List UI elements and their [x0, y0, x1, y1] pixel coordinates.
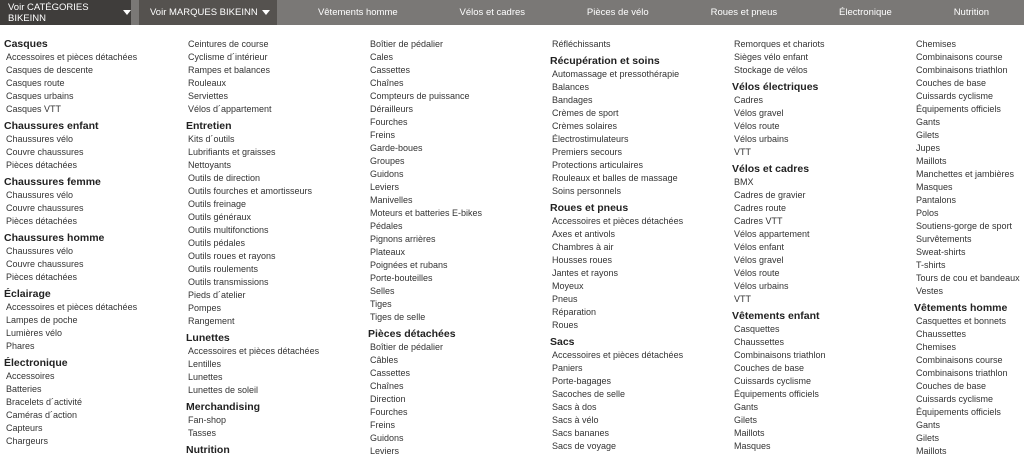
- category-link[interactable]: Jantes et rayons: [552, 268, 619, 278]
- categories-dropdown-label: Voir CATÉGORIES BIKEINN: [8, 1, 89, 24]
- category-link[interactable]: Casques VTT: [6, 104, 62, 114]
- category-link[interactable]: Bandages: [552, 95, 593, 105]
- category-link[interactable]: Jupes: [916, 143, 941, 153]
- category-link[interactable]: Vélos route: [734, 268, 780, 278]
- category-link[interactable]: Automassage et pressothérapie: [552, 69, 680, 79]
- nav-link-vetements-homme[interactable]: Vêtements homme: [317, 7, 398, 18]
- category-link[interactable]: Vélos appartement: [734, 229, 810, 239]
- category-link[interactable]: Gants: [734, 402, 759, 412]
- category-link[interactable]: Freins: [370, 130, 396, 140]
- category-link[interactable]: Outils roues et rayons: [188, 251, 276, 261]
- category-link[interactable]: Balances: [552, 82, 590, 92]
- category-link[interactable]: Maillots: [916, 446, 947, 456]
- category-link[interactable]: Premiers secours: [552, 147, 623, 157]
- category-link[interactable]: Fourches: [370, 117, 408, 127]
- category-heading[interactable]: Chaussures homme: [4, 232, 105, 244]
- category-link[interactable]: Sacs bananes: [552, 428, 610, 438]
- category-link[interactable]: Outils roulements: [188, 264, 259, 274]
- category-link[interactable]: Moyeux: [552, 281, 584, 291]
- category-link[interactable]: Pignons arrières: [370, 234, 436, 244]
- category-link[interactable]: Cassettes: [370, 65, 411, 75]
- categories-dropdown-button[interactable]: [0, 0, 131, 25]
- category-link[interactable]: Outils transmissions: [188, 277, 269, 287]
- category-link[interactable]: Casquettes: [734, 324, 780, 334]
- category-link[interactable]: Garde-boues: [370, 143, 423, 153]
- category-link[interactable]: Paniers: [552, 363, 583, 373]
- category-link[interactable]: Couvre chaussures: [6, 259, 84, 269]
- category-link[interactable]: Couches de base: [916, 381, 987, 391]
- brands-dropdown-label: Voir MARQUES BIKEINN: [150, 7, 258, 18]
- menu-column: [186, 38, 364, 457]
- category-link[interactable]: Manchettes et jambières: [916, 169, 1015, 179]
- category-link[interactable]: Direction: [370, 394, 406, 404]
- category-link[interactable]: Chaussures vélo: [6, 134, 74, 144]
- category-link[interactable]: Lentilles: [188, 359, 222, 369]
- category-link[interactable]: Capteurs: [6, 423, 43, 433]
- category-link[interactable]: Gants: [916, 420, 941, 430]
- category-link[interactable]: Réfléchissants: [552, 39, 611, 49]
- category-heading[interactable]: Vélos et cadres: [732, 163, 810, 175]
- category-link[interactable]: Couvre chaussures: [6, 203, 84, 213]
- category-link[interactable]: Housses roues: [552, 255, 613, 265]
- category-link[interactable]: Cassettes: [370, 368, 411, 378]
- category-heading[interactable]: Pièces détachées: [368, 328, 456, 340]
- nav-link-velos-et-cadres[interactable]: Vélos et cadres: [459, 7, 526, 18]
- category-link[interactable]: Kits d´outils: [188, 134, 235, 144]
- category-link[interactable]: Combinaisons course: [916, 355, 1003, 365]
- category-link[interactable]: Lunettes: [188, 372, 223, 382]
- category-link[interactable]: Rampes et balances: [188, 65, 271, 75]
- category-link[interactable]: Masques: [734, 441, 771, 451]
- category-link[interactable]: Soutiens-gorge de sport: [916, 221, 1013, 231]
- category-link[interactable]: Manivelles: [370, 195, 413, 205]
- category-link[interactable]: Phares: [6, 341, 35, 351]
- caret-down-icon: [262, 10, 270, 15]
- category-heading[interactable]: Chaussures enfant: [4, 120, 99, 132]
- category-link[interactable]: Gilets: [916, 130, 940, 140]
- category-link[interactable]: Moteurs et batteries E-bikes: [370, 208, 483, 218]
- category-link[interactable]: Cuissards cyclisme: [734, 376, 812, 386]
- menu-column: [914, 38, 1024, 458]
- category-link[interactable]: Vélos d´appartement: [188, 104, 272, 114]
- category-link[interactable]: VTT: [734, 294, 751, 304]
- category-links: [277, 0, 1024, 25]
- category-link[interactable]: Groupes: [370, 156, 405, 166]
- category-link[interactable]: Pompes: [188, 303, 222, 313]
- category-link[interactable]: Dérailleurs: [370, 104, 414, 114]
- category-link[interactable]: Boîtier de pédalier: [370, 342, 444, 352]
- category-link[interactable]: Outils multifonctions: [188, 225, 269, 235]
- category-link[interactable]: Accessoires et pièces détachées: [552, 350, 684, 360]
- category-link[interactable]: Lampes de poche: [6, 315, 78, 325]
- category-link[interactable]: Tiges de selle: [370, 312, 426, 322]
- category-link[interactable]: Roues: [552, 320, 579, 330]
- category-link[interactable]: Pieds d´atelier: [188, 290, 246, 300]
- category-link[interactable]: Cuissards cyclisme: [916, 394, 994, 404]
- category-link[interactable]: Selles: [370, 286, 395, 296]
- category-link[interactable]: Lubrifiants et graisses: [188, 147, 276, 157]
- category-link[interactable]: Chemises: [916, 342, 957, 352]
- category-mega-menu: [0, 25, 1024, 466]
- category-link[interactable]: Nettoyants: [188, 160, 232, 170]
- category-link[interactable]: Pièces détachées: [6, 272, 78, 282]
- category-link[interactable]: Lumières vélo: [6, 328, 63, 338]
- category-link[interactable]: Crèmes solaires: [552, 121, 618, 131]
- category-link[interactable]: Sacs à vélo: [552, 415, 599, 425]
- category-link[interactable]: Équipements officiels: [734, 389, 819, 399]
- category-heading[interactable]: Entretien: [186, 120, 232, 132]
- category-link[interactable]: Tasses: [188, 428, 217, 438]
- top-navigation-bar: [0, 0, 1024, 25]
- category-link[interactable]: Cales: [370, 52, 394, 62]
- category-link[interactable]: Casquettes et bonnets: [916, 316, 1007, 326]
- category-link[interactable]: T-shirts: [916, 260, 946, 270]
- menu-column: [550, 38, 728, 453]
- category-link[interactable]: Fan-shop: [188, 415, 227, 425]
- category-link[interactable]: Vélos urbains: [734, 281, 789, 291]
- category-link[interactable]: Combinaisons triathlon: [916, 368, 1008, 378]
- category-link[interactable]: Câbles: [370, 355, 399, 365]
- category-link[interactable]: Guidons: [370, 169, 404, 179]
- category-link[interactable]: Équipements officiels: [916, 104, 1001, 114]
- category-link[interactable]: Serviettes: [188, 91, 229, 101]
- category-link[interactable]: Casques urbains: [6, 91, 74, 101]
- nav-link-nutrition[interactable]: Nutrition: [953, 7, 990, 18]
- category-link[interactable]: Leviers: [370, 182, 400, 192]
- category-heading[interactable]: Roues et pneus: [550, 202, 629, 214]
- category-link[interactable]: Cadres route: [734, 203, 787, 213]
- category-link[interactable]: Freins: [370, 420, 396, 430]
- category-link[interactable]: Vestes: [916, 286, 944, 296]
- category-link[interactable]: Caméras d´action: [6, 410, 78, 420]
- category-link[interactable]: Maillots: [916, 156, 947, 166]
- category-link[interactable]: Accessoires: [6, 371, 55, 381]
- category-link[interactable]: Pièces détachées: [6, 216, 78, 226]
- category-link[interactable]: Pneus: [552, 294, 578, 304]
- category-heading[interactable]: Chaussures femme: [4, 176, 101, 188]
- category-link[interactable]: Rouleaux et balles de massage: [552, 173, 678, 183]
- category-link[interactable]: Rangement: [188, 316, 235, 326]
- category-link[interactable]: Outils fourches et amortisseurs: [188, 186, 313, 196]
- category-link[interactable]: Couvre chaussures: [6, 147, 84, 157]
- category-link[interactable]: Maillots: [734, 428, 765, 438]
- category-link[interactable]: Porte-bagages: [552, 376, 612, 386]
- category-link[interactable]: Couches de base: [734, 363, 805, 373]
- category-link[interactable]: Chaussures vélo: [6, 246, 74, 256]
- category-link[interactable]: Soins personnels: [552, 186, 622, 196]
- menu-column: [368, 38, 546, 458]
- category-link[interactable]: Pièces détachées: [6, 160, 78, 170]
- category-link[interactable]: Sièges vélo enfant: [734, 52, 809, 62]
- category-link[interactable]: Leviers: [370, 446, 400, 456]
- category-link[interactable]: Casques de descente: [6, 65, 94, 75]
- category-link[interactable]: Cyclisme d´intérieur: [188, 52, 268, 62]
- category-heading[interactable]: Électronique: [4, 357, 68, 369]
- category-heading[interactable]: Lunettes: [186, 332, 230, 344]
- category-heading[interactable]: Merchandising: [186, 401, 261, 413]
- category-link[interactable]: Rouleaux: [188, 78, 227, 88]
- category-heading[interactable]: Vélos électriques: [732, 81, 819, 93]
- category-link[interactable]: Vélos urbains: [734, 134, 789, 144]
- category-link[interactable]: VTT: [734, 147, 751, 157]
- nav-link-roues-et-pneus[interactable]: Roues et pneus: [710, 7, 778, 18]
- category-link[interactable]: Gilets: [916, 433, 940, 443]
- category-link[interactable]: Combinaisons course: [916, 52, 1003, 62]
- category-link[interactable]: Cuissards cyclisme: [916, 91, 994, 101]
- category-link[interactable]: Sacs à dos: [552, 402, 597, 412]
- category-link[interactable]: Gilets: [734, 415, 758, 425]
- category-link[interactable]: Sacs de voyage: [552, 441, 617, 451]
- category-link[interactable]: Chaussures vélo: [6, 190, 74, 200]
- category-link[interactable]: Pédales: [370, 221, 403, 231]
- category-link[interactable]: Stockage de vélos: [734, 65, 808, 75]
- category-link[interactable]: Masques: [916, 182, 953, 192]
- category-link[interactable]: Chemises: [916, 39, 957, 49]
- category-link[interactable]: Guidons: [370, 433, 404, 443]
- category-link[interactable]: Accessoires et pièces détachées: [6, 302, 138, 312]
- category-link[interactable]: Équipements officiels: [916, 407, 1001, 417]
- category-link[interactable]: Protections articulaires: [552, 160, 644, 170]
- category-link[interactable]: Bracelets d´activité: [6, 397, 83, 407]
- category-link[interactable]: Cadres de gravier: [734, 190, 806, 200]
- category-link[interactable]: Cadres: [734, 95, 764, 105]
- category-link[interactable]: Outils de direction: [188, 173, 261, 183]
- category-link[interactable]: Crèmes de sport: [552, 108, 619, 118]
- category-link[interactable]: Électrostimulateurs: [552, 134, 629, 144]
- category-link[interactable]: Poignées et rubans: [370, 260, 448, 270]
- brands-dropdown-button[interactable]: [139, 0, 277, 25]
- category-link[interactable]: Axes et antivols: [552, 229, 616, 239]
- category-heading[interactable]: Récupération et soins: [550, 55, 660, 67]
- category-link[interactable]: Réparation: [552, 307, 597, 317]
- category-link[interactable]: Chaînes: [370, 381, 404, 391]
- category-link[interactable]: Survêtements: [916, 234, 972, 244]
- category-link[interactable]: Chaussettes: [734, 337, 785, 347]
- category-link[interactable]: Pantalons: [916, 195, 957, 205]
- category-link[interactable]: Fourches: [370, 407, 408, 417]
- category-heading[interactable]: Casques: [4, 38, 48, 50]
- category-link[interactable]: Batteries: [6, 384, 42, 394]
- category-link[interactable]: Lunettes de soleil: [188, 385, 259, 395]
- category-link[interactable]: Boîtier de pédalier: [370, 39, 444, 49]
- category-link[interactable]: Ceintures de course: [188, 39, 269, 49]
- category-link[interactable]: Outils généraux: [188, 212, 252, 222]
- category-link[interactable]: Polos: [916, 208, 939, 218]
- category-link[interactable]: Accessoires et pièces détachées: [6, 52, 138, 62]
- category-link[interactable]: Combinaisons triathlon: [916, 65, 1008, 75]
- category-link[interactable]: Vélos gravel: [734, 255, 784, 265]
- category-link[interactable]: Remorques et chariots: [734, 39, 825, 49]
- category-link[interactable]: Chaînes: [370, 78, 404, 88]
- nav-link-pieces-de-velo[interactable]: Pièces de vélo: [586, 7, 649, 18]
- category-link[interactable]: Vélos route: [734, 121, 780, 131]
- category-link[interactable]: Chambres à air: [552, 242, 614, 252]
- menu-column: [4, 38, 182, 448]
- category-link[interactable]: Gants: [916, 117, 941, 127]
- nav-link-electronique[interactable]: Électronique: [839, 7, 892, 18]
- category-heading[interactable]: Éclairage: [4, 288, 51, 300]
- category-link[interactable]: Cadres VTT: [734, 216, 783, 226]
- category-link[interactable]: Tours de cou et bandeaux: [916, 273, 1020, 283]
- category-heading[interactable]: Nutrition: [186, 444, 230, 456]
- category-link[interactable]: Accessoires et pièces détachées: [552, 216, 684, 226]
- category-link[interactable]: Sweat-shirts: [916, 247, 966, 257]
- category-link[interactable]: Casques route: [6, 78, 65, 88]
- category-link[interactable]: Tiges: [370, 299, 392, 309]
- category-link[interactable]: Compteurs de puissance: [370, 91, 470, 101]
- category-link[interactable]: Chaussettes: [916, 329, 967, 339]
- category-heading[interactable]: Vêtements enfant: [732, 310, 820, 322]
- category-link[interactable]: Sacoches de selle: [552, 389, 626, 399]
- category-link[interactable]: Vélos gravel: [734, 108, 784, 118]
- category-link[interactable]: Couches de base: [916, 78, 987, 88]
- category-link[interactable]: Combinaisons triathlon: [734, 350, 826, 360]
- category-link[interactable]: Accessoires et pièces détachées: [188, 346, 320, 356]
- category-link[interactable]: Outils freinage: [188, 199, 247, 209]
- category-link[interactable]: Plateaux: [370, 247, 406, 257]
- category-link[interactable]: Vélos enfant: [734, 242, 785, 252]
- menu-column: [732, 38, 910, 453]
- category-link[interactable]: Outils pédales: [188, 238, 246, 248]
- category-link[interactable]: BMX: [734, 177, 754, 187]
- category-link[interactable]: Porte-bouteilles: [370, 273, 433, 283]
- category-link[interactable]: Chargeurs: [6, 436, 49, 446]
- caret-down-icon: [123, 10, 131, 15]
- category-heading[interactable]: Vêtements homme: [914, 302, 1008, 314]
- category-heading[interactable]: Sacs: [550, 336, 575, 348]
